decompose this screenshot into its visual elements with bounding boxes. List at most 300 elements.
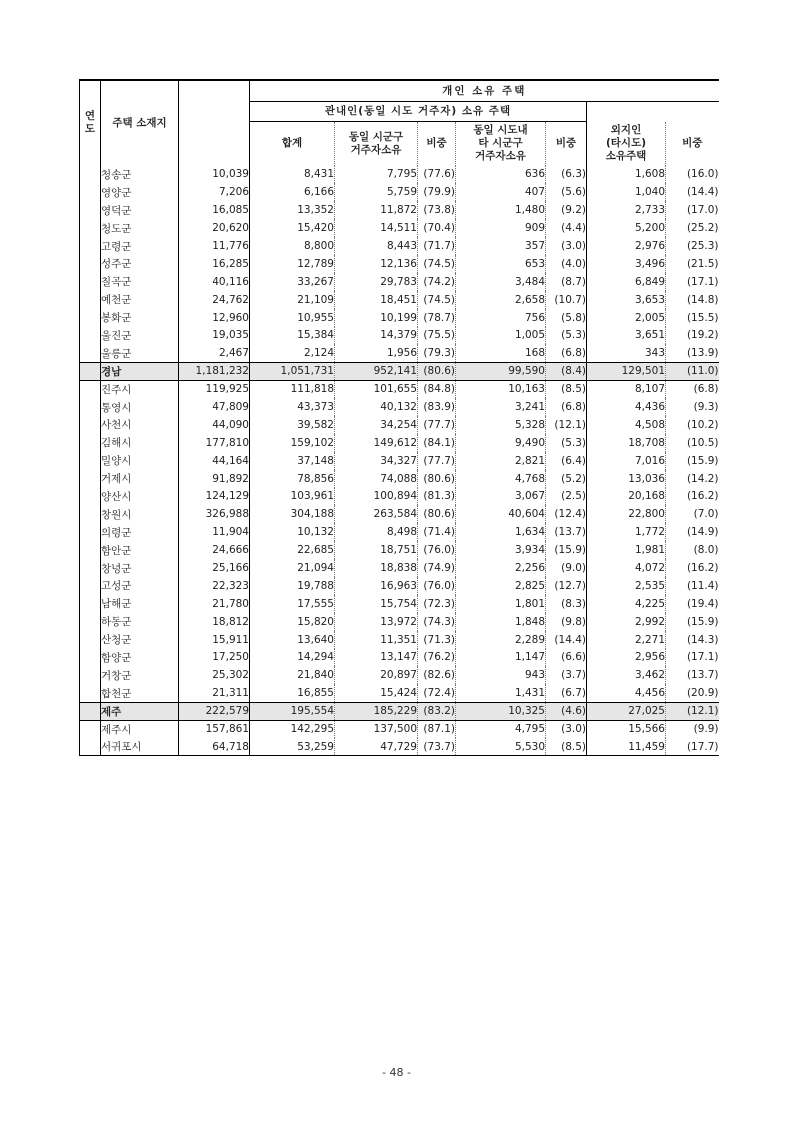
region-name-cell: 통영시 [101,398,179,416]
table-row [80,255,719,273]
total-cell: 24,666 [179,541,250,559]
region-name-cell: 사천시 [101,416,179,434]
other-sigungu-cell: 407 [456,183,546,201]
outsider-cell: 5,200 [587,219,666,237]
other-sigungu-cell: 1,005 [456,327,546,345]
year-cell [80,219,101,237]
year-cell [80,720,101,738]
table-row [80,380,719,398]
ratio-cell-1: (75.5) [418,327,456,345]
ratio-cell-2: (5.8) [546,309,587,327]
year-cell [80,434,101,452]
ratio-cell-2: (4.4) [546,219,587,237]
ratio-cell-3: (20.9) [666,684,719,702]
total-cell: 1,181,232 [179,362,250,380]
other-sigungu-cell: 1,431 [456,684,546,702]
ratio-cell-2: (8.3) [546,595,587,613]
total-cell: 22,323 [179,577,250,595]
ratio-cell-3: (25.3) [666,237,719,255]
ratio-cell-3: (8.0) [666,541,719,559]
outsider-cell: 4,225 [587,595,666,613]
total-cell: 16,085 [179,201,250,219]
ratio-cell-3: (16.0) [666,166,719,184]
year-cell [80,255,101,273]
same-sigungu-cell: 11,872 [335,201,418,219]
table-row [80,237,719,255]
year-cell [80,470,101,488]
year-cell [80,541,101,559]
ratio-cell-3: (17.7) [666,738,719,756]
total-cell: 47,809 [179,398,250,416]
ratio-cell-1: (84.8) [418,380,456,398]
table-group-row [80,362,719,380]
ratio-cell-3: (21.5) [666,255,719,273]
ratio-cell-2: (12.7) [546,577,587,595]
ratio-cell-3: (25.2) [666,219,719,237]
table-row [80,398,719,416]
total-cell: 20,620 [179,219,250,237]
total-cell: 24,762 [179,291,250,309]
same-sigungu-cell: 18,838 [335,559,418,577]
sum-cell: 43,373 [250,398,335,416]
table-row [80,631,719,649]
outsider-cell: 3,651 [587,327,666,345]
region-name-cell: 울릉군 [101,344,179,362]
sum-cell: 103,961 [250,488,335,506]
sum-cell: 195,554 [250,702,335,720]
ratio-cell-1: (74.9) [418,559,456,577]
ratio-cell-3: (15.5) [666,309,719,327]
outsider-cell: 3,496 [587,255,666,273]
sum-cell: 111,818 [250,380,335,398]
table-row [80,613,719,631]
table-row [80,183,719,201]
ratio-cell-1: (84.1) [418,434,456,452]
region-name-cell: 함안군 [101,541,179,559]
total-cell: 19,035 [179,327,250,345]
outsider-cell: 1,981 [587,541,666,559]
ratio-cell-2: (13.7) [546,523,587,541]
other-sigungu-cell: 9,490 [456,434,546,452]
table-row [80,309,719,327]
total-cell: 7,206 [179,183,250,201]
ratio-cell-3: (10.2) [666,416,719,434]
same-sigungu-cell: 18,451 [335,291,418,309]
same-sigungu-cell: 18,751 [335,541,418,559]
same-sigungu-cell: 8,443 [335,237,418,255]
other-sigungu-cell: 2,289 [456,631,546,649]
region-name-cell: 경남 [101,362,179,380]
ratio-cell-1: (74.5) [418,255,456,273]
total-cell: 18,812 [179,613,250,631]
outsider-cell: 27,025 [587,702,666,720]
year-cell [80,273,101,291]
total-cell: 25,166 [179,559,250,577]
table-row [80,273,719,291]
table-row [80,577,719,595]
year-cell [80,309,101,327]
year-cell [80,666,101,684]
ratio-cell-2: (9.8) [546,613,587,631]
outsider-cell: 20,168 [587,488,666,506]
region-name-cell: 밀양시 [101,452,179,470]
outsider-cell: 1,608 [587,166,666,184]
ratio-header-3: 비중 [666,122,719,166]
ratio-cell-1: (82.6) [418,666,456,684]
year-cell [80,577,101,595]
table-row [80,166,719,184]
ratio-cell-2: (8.4) [546,362,587,380]
same-sigungu-cell: 34,327 [335,452,418,470]
year-cell [80,380,101,398]
region-name-cell: 청도군 [101,219,179,237]
ratio-cell-1: (74.2) [418,273,456,291]
ratio-cell-1: (76.0) [418,541,456,559]
ratio-cell-3: (16.2) [666,488,719,506]
ratio-cell-3: (9.3) [666,398,719,416]
same-sigungu-header: 동일 시군구 거주자소유 [335,122,418,166]
other-sigungu-cell: 2,821 [456,452,546,470]
region-name-cell: 서귀포시 [101,738,179,756]
same-sigungu-cell: 185,229 [335,702,418,720]
year-cell [80,416,101,434]
outsider-cell: 2,733 [587,201,666,219]
sum-cell: 16,855 [250,684,335,702]
same-sigungu-cell: 101,655 [335,380,418,398]
table-row [80,720,719,738]
ratio-cell-2: (4.0) [546,255,587,273]
table-row [80,416,719,434]
sum-header: 합계 [250,122,335,166]
outsider-cell: 4,436 [587,398,666,416]
outsider-header: 외지인 (타시도) 소유주택 [587,122,666,166]
sum-cell: 10,132 [250,523,335,541]
total-cell: 326,988 [179,505,250,523]
total-cell: 40,116 [179,273,250,291]
table-row [80,649,719,667]
ratio-cell-2: (12.1) [546,416,587,434]
ratio-cell-1: (71.4) [418,523,456,541]
other-sigungu-cell: 10,163 [456,380,546,398]
outsider-cell: 1,772 [587,523,666,541]
outsider-cell: 11,459 [587,738,666,756]
region-name-cell: 김해시 [101,434,179,452]
same-sigungu-cell: 14,379 [335,327,418,345]
table-row [80,523,719,541]
table-group-row [80,702,719,720]
other-sigungu-cell: 168 [456,344,546,362]
same-sigungu-cell: 29,783 [335,273,418,291]
outsider-cell: 1,040 [587,183,666,201]
ratio-cell-1: (71.7) [418,237,456,255]
ratio-cell-2: (15.9) [546,541,587,559]
ratio-cell-1: (83.9) [418,398,456,416]
ratio-cell-1: (74.3) [418,613,456,631]
region-name-cell: 성주군 [101,255,179,273]
outsider-cell: 7,016 [587,452,666,470]
table-row [80,434,719,452]
sum-cell: 15,420 [250,219,335,237]
ratio-header-1: 비중 [418,122,456,166]
total-cell: 222,579 [179,702,250,720]
sum-cell: 21,840 [250,666,335,684]
ratio-cell-1: (79.9) [418,183,456,201]
sum-cell: 8,431 [250,166,335,184]
ratio-cell-1: (81.3) [418,488,456,506]
region-name-cell: 창녕군 [101,559,179,577]
region-name-cell: 창원시 [101,505,179,523]
outsider-cell: 4,508 [587,416,666,434]
ratio-cell-3: (14.2) [666,470,719,488]
ratio-cell-3: (17.1) [666,273,719,291]
sum-cell: 304,188 [250,505,335,523]
region-name-cell: 봉화군 [101,309,179,327]
outsider-cell: 18,708 [587,434,666,452]
ratio-cell-2: (3.0) [546,237,587,255]
outsider-cell: 6,849 [587,273,666,291]
ratio-cell-3: (14.8) [666,291,719,309]
region-name-cell: 양산시 [101,488,179,506]
table-row [80,219,719,237]
ratio-cell-1: (80.6) [418,505,456,523]
table-row [80,452,719,470]
ratio-cell-2: (8.5) [546,738,587,756]
ratio-cell-1: (87.1) [418,720,456,738]
region-name-cell: 제주시 [101,720,179,738]
ratio-cell-2: (8.7) [546,273,587,291]
ratio-cell-1: (76.2) [418,649,456,667]
table-row [80,541,719,559]
ratio-cell-2: (6.6) [546,649,587,667]
sum-cell: 15,384 [250,327,335,345]
sum-cell: 53,259 [250,738,335,756]
ratio-cell-1: (72.4) [418,684,456,702]
sum-cell: 15,820 [250,613,335,631]
ratio-cell-3: (7.0) [666,505,719,523]
same-sigungu-cell: 34,254 [335,416,418,434]
ratio-cell-2: (6.4) [546,452,587,470]
region-name-cell: 영양군 [101,183,179,201]
ratio-cell-3: (16.2) [666,559,719,577]
region-name-cell: 영덕군 [101,201,179,219]
total-cell: 10,039 [179,166,250,184]
resident-owned-header: 관내인(동일 시도 거주자) 소유 주택 [250,102,587,122]
same-sigungu-cell: 8,498 [335,523,418,541]
other-sigungu-cell: 2,825 [456,577,546,595]
ratio-cell-1: (83.2) [418,702,456,720]
year-cell [80,327,101,345]
total-cell: 21,780 [179,595,250,613]
year-cell [80,595,101,613]
other-sigungu-cell: 636 [456,166,546,184]
other-sigungu-cell: 1,634 [456,523,546,541]
outsider-cell: 2,005 [587,309,666,327]
outsider-cell: 2,956 [587,649,666,667]
same-sigungu-cell: 13,147 [335,649,418,667]
other-sigungu-cell: 909 [456,219,546,237]
sum-cell: 13,640 [250,631,335,649]
ratio-cell-2: (5.2) [546,470,587,488]
ratio-cell-3: (15.9) [666,452,719,470]
region-name-cell: 하동군 [101,613,179,631]
total-cell: 119,925 [179,380,250,398]
ratio-cell-1: (74.5) [418,291,456,309]
total-cell: 25,302 [179,666,250,684]
other-sigungu-cell: 1,147 [456,649,546,667]
outsider-cell: 3,653 [587,291,666,309]
outsider-cell: 2,976 [587,237,666,255]
same-sigungu-cell: 137,500 [335,720,418,738]
ratio-header-2: 비중 [546,122,587,166]
sum-cell: 22,685 [250,541,335,559]
same-sigungu-cell: 100,894 [335,488,418,506]
outsider-cell: 8,107 [587,380,666,398]
same-sigungu-cell: 1,956 [335,344,418,362]
year-cell [80,362,101,380]
sum-cell: 142,295 [250,720,335,738]
total-header [179,80,250,166]
region-name-cell: 함양군 [101,649,179,667]
same-sigungu-cell: 952,141 [335,362,418,380]
sum-cell: 17,555 [250,595,335,613]
same-sigungu-cell: 15,754 [335,595,418,613]
table-row [80,470,719,488]
ratio-cell-2: (6.8) [546,344,587,362]
ratio-cell-2: (6.8) [546,398,587,416]
sum-cell: 10,955 [250,309,335,327]
sum-cell: 12,789 [250,255,335,273]
table-row [80,201,719,219]
ratio-cell-3: (9.9) [666,720,719,738]
ratio-cell-3: (14.9) [666,523,719,541]
year-cell [80,559,101,577]
total-cell: 21,311 [179,684,250,702]
table-title: 개인 소유 주택 [250,80,719,102]
same-sigungu-cell: 40,132 [335,398,418,416]
outsider-cell: 2,535 [587,577,666,595]
sum-cell: 159,102 [250,434,335,452]
other-sigungu-cell: 1,801 [456,595,546,613]
same-sigungu-cell: 74,088 [335,470,418,488]
outsider-cell: 3,462 [587,666,666,684]
ratio-cell-3: (19.2) [666,327,719,345]
outsider-cell: 4,456 [587,684,666,702]
same-sigungu-cell: 47,729 [335,738,418,756]
region-name-cell: 합천군 [101,684,179,702]
total-cell: 12,960 [179,309,250,327]
same-sigungu-cell: 7,795 [335,166,418,184]
total-cell: 17,250 [179,649,250,667]
other-sigungu-cell: 4,768 [456,470,546,488]
region-header: 주택 소재지 [101,80,179,166]
year-cell [80,488,101,506]
ratio-cell-2: (3.7) [546,666,587,684]
housing-ownership-table [79,79,719,756]
region-name-cell: 의령군 [101,523,179,541]
sum-cell: 33,267 [250,273,335,291]
other-sigungu-cell: 99,590 [456,362,546,380]
total-cell: 15,911 [179,631,250,649]
ratio-cell-1: (72.3) [418,595,456,613]
table-row [80,327,719,345]
other-sigungu-cell: 2,658 [456,291,546,309]
ratio-cell-2: (6.7) [546,684,587,702]
ratio-cell-2: (5.3) [546,327,587,345]
ratio-cell-1: (80.6) [418,362,456,380]
total-cell: 16,285 [179,255,250,273]
table-row [80,559,719,577]
sum-cell: 6,166 [250,183,335,201]
ratio-cell-2: (2.5) [546,488,587,506]
other-sigungu-cell: 10,325 [456,702,546,720]
same-sigungu-cell: 11,351 [335,631,418,649]
total-cell: 2,467 [179,344,250,362]
ratio-cell-2: (14.4) [546,631,587,649]
table-row [80,291,719,309]
same-sigungu-cell: 10,199 [335,309,418,327]
outsider-cell: 129,501 [587,362,666,380]
ratio-cell-2: (5.3) [546,434,587,452]
ratio-cell-1: (77.6) [418,166,456,184]
sum-cell: 21,094 [250,559,335,577]
ratio-cell-3: (15.9) [666,613,719,631]
outsider-cell: 4,072 [587,559,666,577]
ratio-cell-2: (6.3) [546,166,587,184]
year-cell [80,201,101,219]
sum-cell: 1,051,731 [250,362,335,380]
outsider-cell: 22,800 [587,505,666,523]
year-cell [80,505,101,523]
total-cell: 11,904 [179,523,250,541]
page-number: - 48 - [382,1066,411,1079]
ratio-cell-1: (79.3) [418,344,456,362]
year-cell [80,398,101,416]
region-name-cell: 거창군 [101,666,179,684]
total-cell: 44,164 [179,452,250,470]
year-cell [80,738,101,756]
ratio-cell-2: (9.0) [546,559,587,577]
outsider-cell: 13,036 [587,470,666,488]
sum-cell: 39,582 [250,416,335,434]
other-sigungu-header: 동일 시도내 타 시군구 거주자소유 [456,122,546,166]
other-sigungu-cell: 1,848 [456,613,546,631]
other-sigungu-cell: 4,795 [456,720,546,738]
outsider-cell: 2,271 [587,631,666,649]
other-sigungu-cell: 3,241 [456,398,546,416]
other-sigungu-cell: 3,067 [456,488,546,506]
region-name-cell: 남해군 [101,595,179,613]
other-sigungu-cell: 40,604 [456,505,546,523]
total-cell: 124,129 [179,488,250,506]
region-name-cell: 고성군 [101,577,179,595]
year-cell [80,631,101,649]
sum-cell: 78,856 [250,470,335,488]
other-sigungu-cell: 5,328 [456,416,546,434]
other-sigungu-cell: 1,480 [456,201,546,219]
table-body [80,166,719,756]
sum-cell: 19,788 [250,577,335,595]
region-name-cell: 칠곡군 [101,273,179,291]
year-cell [80,523,101,541]
sum-cell: 13,352 [250,201,335,219]
region-name-cell: 고령군 [101,237,179,255]
other-sigungu-cell: 5,530 [456,738,546,756]
year-cell [80,684,101,702]
ratio-cell-2: (3.0) [546,720,587,738]
ratio-cell-2: (10.7) [546,291,587,309]
ratio-cell-1: (80.6) [418,470,456,488]
ratio-cell-3: (6.8) [666,380,719,398]
